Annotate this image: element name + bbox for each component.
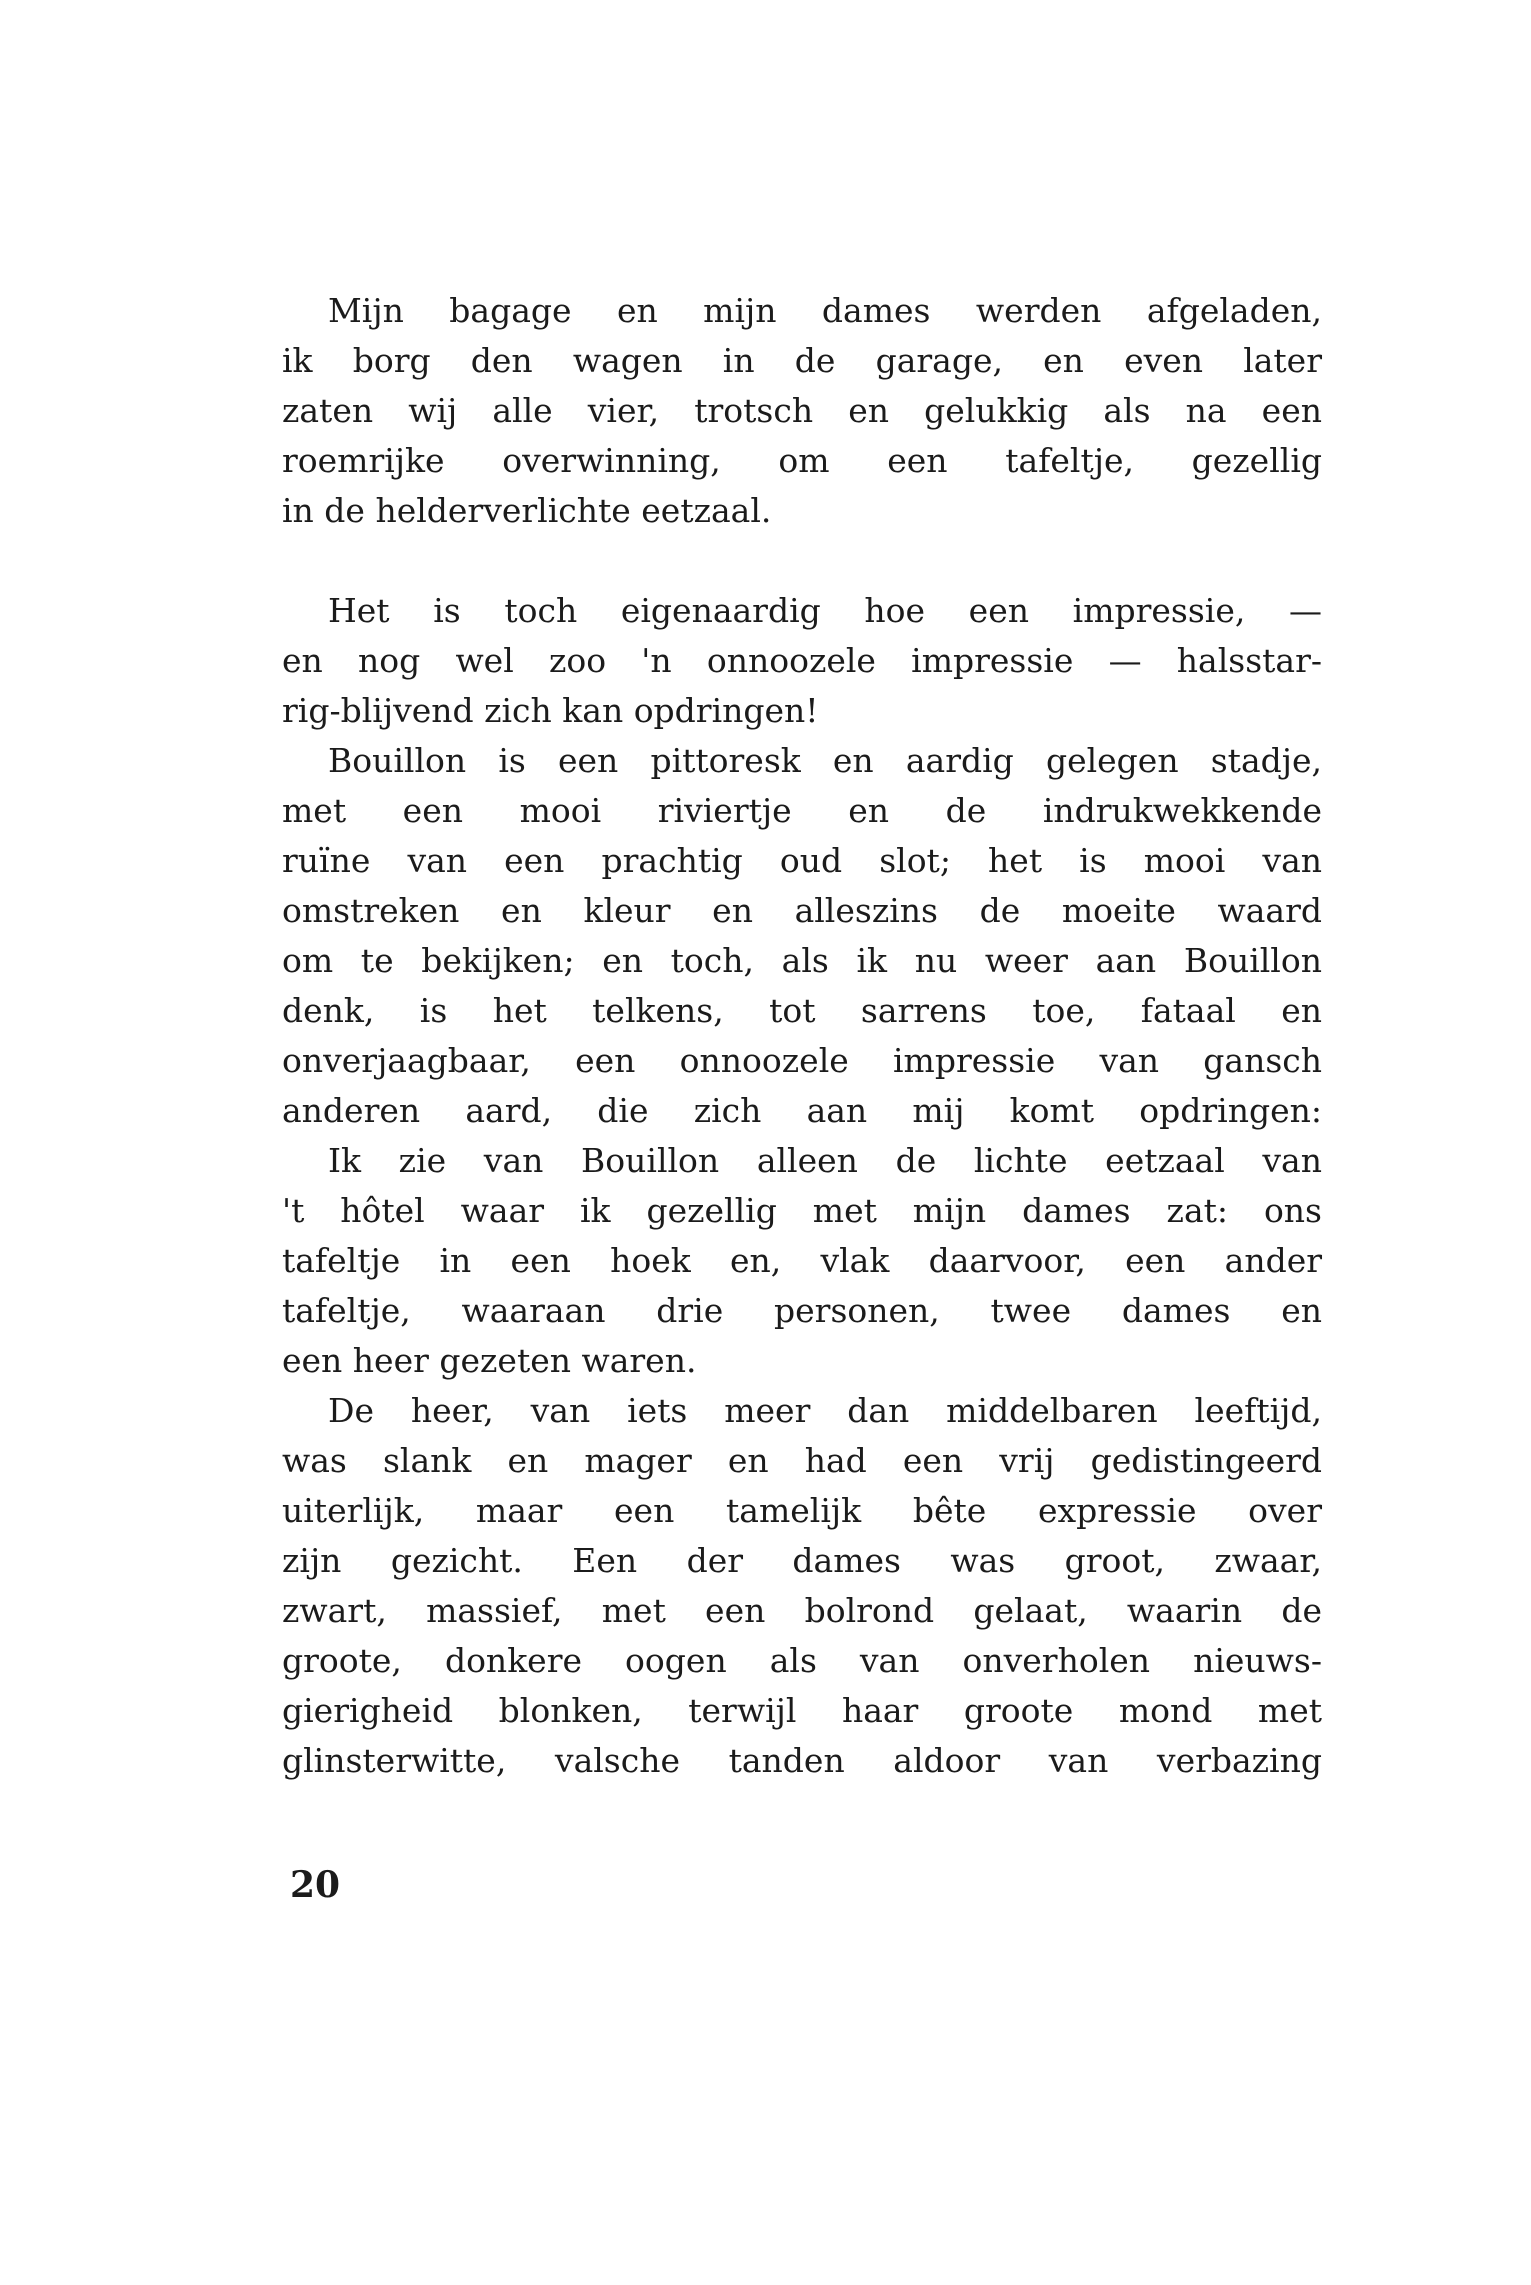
text-line: Ik zie van Bouillon alleen de lichte eetzaal van [328,1141,1322,1180]
text-line: uiterlijk, maar een tamelijk bête expressie over [282,1491,1322,1530]
text-line: gierigheid blonken, terwijl haar groote mond met [282,1691,1322,1730]
text-line: rig-blijvend zich kan opdringen! [282,691,819,730]
text-line: in de helderverlichte eetzaal. [282,491,772,530]
page-number: 20 [290,1864,341,1906]
text-line: Het is toch eigenaardig hoe een impressie, — [328,591,1322,630]
paragraph [282,286,1322,536]
paragraph [282,1386,1322,1786]
text-line: was slank en mager en had een vrij gedistingeerd [282,1441,1322,1480]
paragraph-gap [282,536,1322,586]
text-line: tafeltje in een hoek en, vlak daarvoor, een ander [282,1241,1322,1280]
text-line: 't hôtel waar ik gezellig met mijn dames zat: ons [282,1191,1322,1230]
text-line: anderen aard, die zich aan mij komt opdringen: [282,1091,1322,1130]
text-line: Bouillon is een pittoresk en aardig gelegen stadje, [328,741,1322,780]
text-line: De heer, van iets meer dan middelbaren leeftijd, [328,1391,1322,1430]
text-line: ik borg den wagen in de garage, en even later [282,341,1322,380]
text-line: met een mooi riviertje en de indrukwekkende [282,791,1322,830]
text-line: omstreken en kleur en alleszins de moeite waard [282,891,1322,930]
paragraph [282,1136,1322,1386]
text-line: groote, donkere oogen als van onverholen nieuws- [282,1641,1322,1680]
paragraph [282,736,1322,1136]
text-line: een heer gezeten waren. [282,1341,697,1380]
text-line: en nog wel zoo 'n onnoozele impressie — halsstar- [282,641,1322,680]
text-line: zijn gezicht. Een der dames was groot, zwaar, [282,1541,1322,1580]
text-line: Mijn bagage en mijn dames werden afgeladen, [328,291,1322,330]
body-text [282,286,1322,1786]
paragraph [282,586,1322,736]
text-line: tafeltje, waaraan drie personen, twee dames en [282,1291,1322,1330]
text-line: denk, is het telkens, tot sarrens toe, fataal en [282,991,1322,1030]
text-line: onverjaagbaar, een onnoozele impressie van gansch [282,1041,1322,1080]
text-line: ruïne van een prachtig oud slot; het is mooi van [282,841,1322,880]
text-line: zaten wij alle vier, trotsch en gelukkig als na een [282,391,1322,430]
text-line: zwart, massief, met een bolrond gelaat, waarin de [282,1591,1322,1630]
text-line: glinsterwitte, valsche tanden aldoor van verbazing [282,1741,1322,1780]
text-line: om te bekijken; en toch, als ik nu weer aan Bouillon [282,941,1322,980]
text-line: roemrijke overwinning, om een tafeltje, gezellig [282,441,1322,480]
